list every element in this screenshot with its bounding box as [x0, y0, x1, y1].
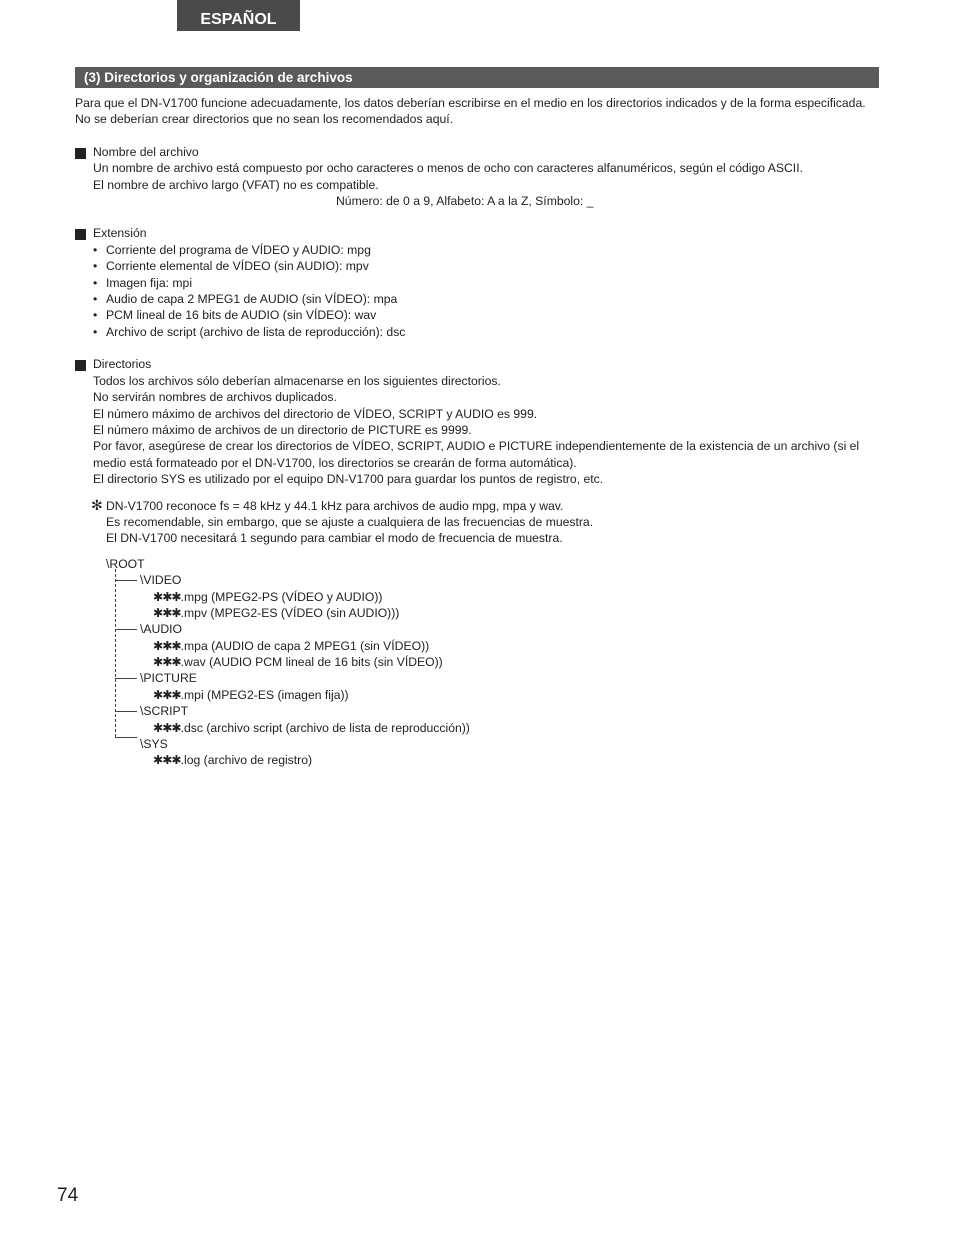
directories-line: El número máximo de archivos de un directorio de PICTURE es 9999.	[93, 422, 472, 437]
wildcard-stars: ✱✱✱	[153, 654, 181, 669]
intro-line: Para que el DN-V1700 funcione adecuadamente, los datos deberían escribirse en el medio en los directorios indicados y de la forma especificada.	[75, 96, 866, 110]
tree-dir-script: \SCRIPT	[140, 703, 189, 718]
square-bullet-icon	[75, 360, 86, 371]
tree-branch-line	[115, 737, 137, 738]
file-ext: .mpa (AUDIO de capa 2 MPEG1 (sin VÍDEO))	[180, 638, 430, 653]
tree-branch-line	[115, 678, 137, 679]
section-title: (3) Directorios y organización de archivos	[75, 67, 879, 88]
note-line: DN-V1700 reconoce fs = 48 kHz y 44.1 kHz para archivos de audio mpg, mpa y wav.	[106, 498, 564, 513]
wildcard-stars: ✱✱✱	[153, 589, 181, 604]
directories-line: Todos los archivos sólo deberían almacenarse en los siguientes directorios.	[93, 373, 501, 388]
asterisk-icon: ✻	[91, 496, 103, 513]
list-item: • PCM lineal de 16 bits de AUDIO (sin VÍDEO): wav	[93, 307, 879, 323]
file-name-section	[75, 144, 879, 210]
heading-text: Directorios	[93, 357, 152, 372]
directories-heading	[75, 356, 879, 372]
sampling-note	[75, 498, 879, 547]
wildcard-stars: ✱✱✱	[153, 752, 181, 767]
tree-file	[153, 687, 349, 703]
note-line: El DN-V1700 necesitará 1 segundo para cambiar el modo de frecuencia de muestra.	[106, 531, 563, 546]
square-bullet-icon	[75, 229, 86, 240]
note-line: Es recomendable, sin embargo, que se ajuste a cualquiera de las frecuencias de muestra.	[106, 514, 594, 529]
directories-line: Por favor, asegúrese de crear los directorios de VÍDEO, SCRIPT, AUDIO e PICTURE independientemente de la existencia de un archivo (si el medio está formateado por el DN-V1700, los directorios se crearán de forma automática).	[93, 439, 860, 470]
main-content	[75, 95, 879, 766]
tree-file	[153, 638, 429, 654]
extension-list	[75, 242, 879, 340]
wildcard-stars: ✱✱✱	[153, 638, 181, 653]
list-item: • Audio de capa 2 MPEG1 de AUDIO (sin VÍDEO): mpa	[93, 291, 879, 307]
file-ext: .mpv (MPEG2-ES (VÍDEO (sin AUDIO)))	[180, 605, 400, 620]
heading-text: Extensión	[93, 226, 147, 241]
square-bullet-icon	[75, 148, 86, 159]
directories-line: No servirán nombres de archivos duplicados.	[93, 390, 337, 405]
list-item: • Imagen fija: mpi	[93, 275, 879, 291]
file-ext: .mpi (MPEG2-ES (imagen fija))	[180, 687, 349, 702]
file-name-heading	[75, 144, 879, 160]
tree-branch-line	[115, 711, 137, 712]
tree-branch-line	[115, 580, 137, 581]
heading-text: Nombre del archivo	[93, 144, 199, 159]
tree-dir-audio: \AUDIO	[140, 621, 182, 636]
list-item: • Archivo de script (archivo de lista de reproducción): dsc	[93, 324, 879, 340]
list-item: • Corriente del programa de VÍDEO y AUDIO: mpg	[93, 242, 879, 258]
wildcard-stars: ✱✱✱	[153, 687, 181, 702]
language-tab: ESPAÑOL	[177, 0, 300, 31]
wildcard-stars: ✱✱✱	[153, 720, 181, 735]
file-name-line: Un nombre de archivo está compuesto por ocho caracteres o menos de ocho con caracteres alfanuméricos, según el código ASCII.	[93, 161, 803, 176]
tree-dir-picture: \PICTURE	[140, 670, 197, 685]
file-name-charset: Número: de 0 a 9, Alfabeto: A a la Z, Símbolo: _	[336, 194, 594, 209]
tree-branch-line	[115, 629, 137, 630]
file-ext: .wav (AUDIO PCM lineal de 16 bits (sin VÍDEO))	[180, 654, 443, 669]
file-ext: .mpg (MPEG2-PS (VÍDEO y AUDIO))	[180, 589, 383, 604]
file-ext: .log (archivo de registro)	[180, 752, 313, 767]
directories-line: El directorio SYS es utilizado por el equipo DN-V1700 para guardar los puntos de registro, etc.	[93, 472, 604, 487]
directories-section	[75, 356, 879, 487]
tree-file	[153, 589, 382, 605]
file-name-line: El nombre de archivo largo (VFAT) no es compatible.	[93, 177, 379, 192]
extension-section	[75, 225, 879, 340]
tree-dir-video: \VIDEO	[140, 572, 182, 587]
extension-heading	[75, 225, 879, 241]
tree-dir-sys: \SYS	[140, 736, 168, 751]
wildcard-stars: ✱✱✱	[153, 605, 181, 620]
tree-file	[153, 654, 443, 670]
page-number: 74	[57, 1185, 79, 1206]
directories-line: El número máximo de archivos del directorio de VÍDEO, SCRIPT y AUDIO es 999.	[93, 406, 538, 421]
tree-file	[153, 752, 312, 768]
list-item: • Corriente elemental de VÍDEO (sin AUDIO): mpv	[93, 258, 879, 274]
intro-line: No se deberían crear directorios que no sean los recomendados aquí.	[75, 112, 454, 127]
tree-root: \ROOT	[106, 556, 145, 571]
file-ext: .dsc (archivo script (archivo de lista de reproducción))	[180, 720, 470, 735]
tree-file	[153, 720, 470, 736]
intro-paragraph	[75, 95, 879, 128]
directory-tree	[75, 556, 879, 766]
tree-file	[153, 605, 399, 621]
